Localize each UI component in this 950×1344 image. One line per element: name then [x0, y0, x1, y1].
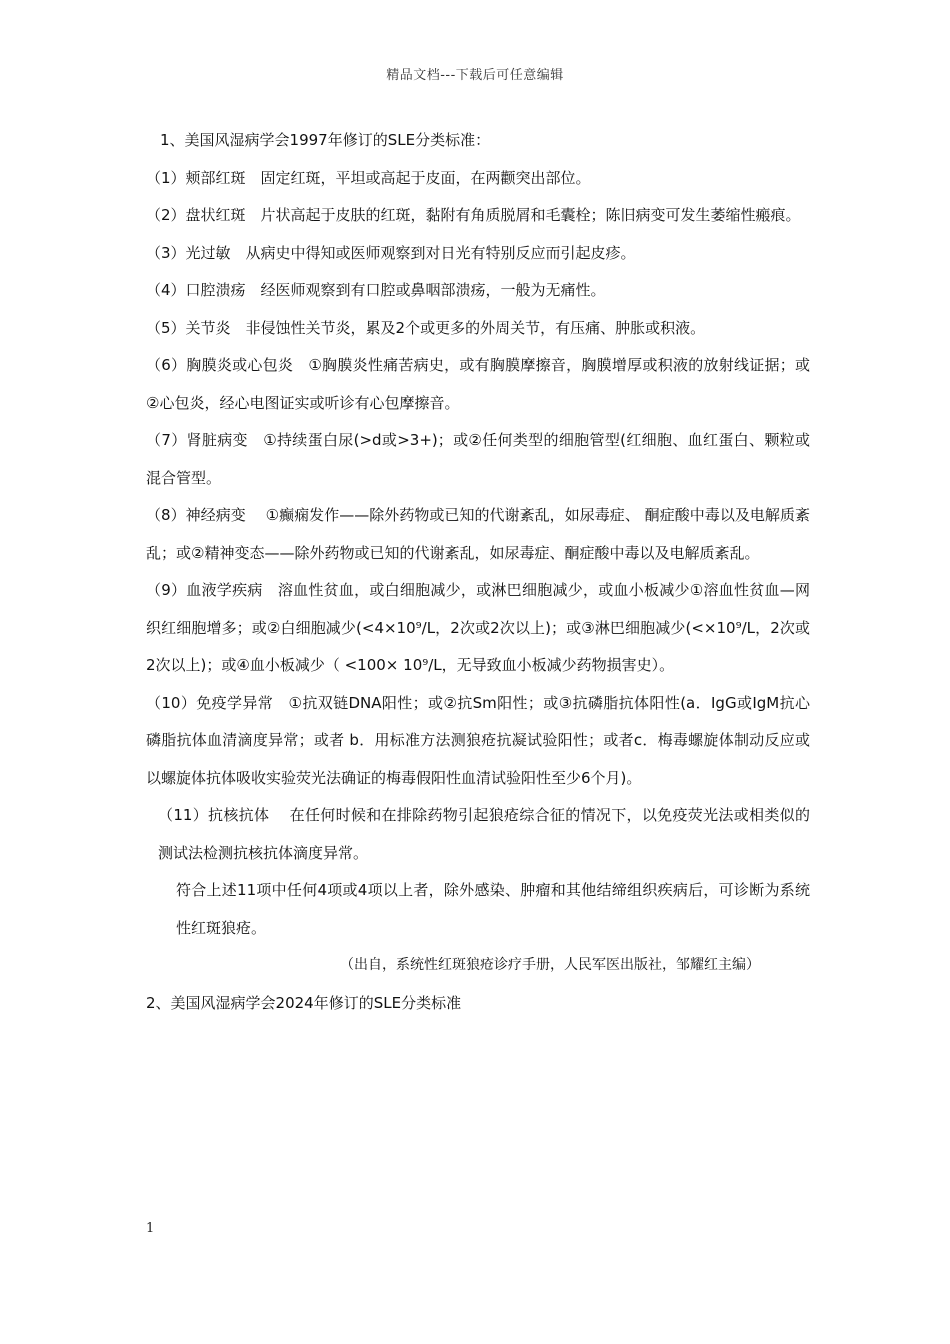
criterion-6: （6）胸膜炎或心包炎 ①胸膜炎性痛苦病史，或有胸膜摩擦音，胸膜增厚或积液的放射线证据；或②心包炎，经心电图证实或听诊有心包摩擦音。 — [146, 356, 810, 412]
criterion-1: （1）颊部红斑 固定红斑，平坦或高起于皮面，在两颧突出部位。 — [146, 168, 591, 187]
conclusion-paragraph: 符合上述11项中任何4项或4项以上者，除外感染、肿瘤和其他结缔组织疾病后，可诊断为系统性红斑狼疮。 — [176, 881, 810, 937]
criterion-7: （7）肾脏病变 ①持续蛋白尿(>d或>3+)；或②任何类型的细胞管型(红细胞、血红蛋白、颗粒或混合管型。 — [146, 431, 810, 487]
document-body — [146, 122, 810, 1022]
criterion-11: （11）抗核抗体 在任何时候和在排除药物引起狼疮综合征的情况下，以免疫荧光法或相类似的测试法检测抗核抗体滴度异常。 — [158, 806, 810, 862]
criterion-4: （4）口腔溃疡 经医师观察到有口腔或鼻咽部溃疡，一般为无痛性。 — [146, 281, 606, 299]
criterion-3: （3）光过敏 从病史中得知或医师观察到对日光有特别反应而引起皮疹。 — [146, 243, 636, 262]
page-header: 精品文档---下载后可任意编辑 — [386, 68, 564, 83]
section-title-1997: 1、美国风湿病学会1997年修订的SLE分类标准： — [160, 131, 491, 149]
criterion-5: （5）关节炎 非侵蚀性关节炎，累及2个或更多的外周关节，有压痛、肿胀或积液。 — [146, 318, 706, 337]
criterion-9: （9）血液学疾病 溶血性贫血，或白细胞减少，或淋巴细胞减少，或血小板减少①溶血性贫血—网织红细胞增多；或②白细胞减少(<4×10⁹/L，2次或2次以上)；或③淋巴细胞减少(<×10⁹/L，2次或2次以上)；或④血小板减少（ <100× 10⁹/L，无导致血小板减少药物损害史）。 — [146, 581, 810, 674]
section-title-2024: 2、美国风湿病学会2024年修订的SLE分类标准 — [146, 993, 462, 1012]
page-number: 1 — [146, 1221, 155, 1236]
criterion-8: （8）神经病变 ①癫痫发作——除外药物或已知的代谢紊乱，如尿毒症、 酮症酸中毒以及电解质紊乱；或②精神变态——除外药物或已知的代谢紊乱，如尿毒症、酮症酸中毒以及电解质紊乱。 — [146, 506, 810, 562]
criterion-2: （2）盘状红斑 片状高起于皮肤的红斑，黏附有角质脱屑和毛囊栓；陈旧病变可发生萎缩性瘢痕。 — [146, 206, 801, 224]
criterion-10: （10）免疫学异常 ①抗双链DNA阳性；或②抗Sm阳性；或③抗磷脂抗体阳性(a．IgG或IgM抗心磷脂抗体血清滴度异常；或者 b．用标准方法测狼疮抗凝试验阳性；或者c．梅毒螺旋体制动反应或以螺旋体抗体吸收实验荧光法确证的梅毒假阳性血清试验阳性至少6个月)。 — [146, 693, 810, 787]
source-citation: （出自，系统性红斑狼疮诊疗手册，人民军医出版社，邹耀红主编） — [340, 957, 760, 973]
